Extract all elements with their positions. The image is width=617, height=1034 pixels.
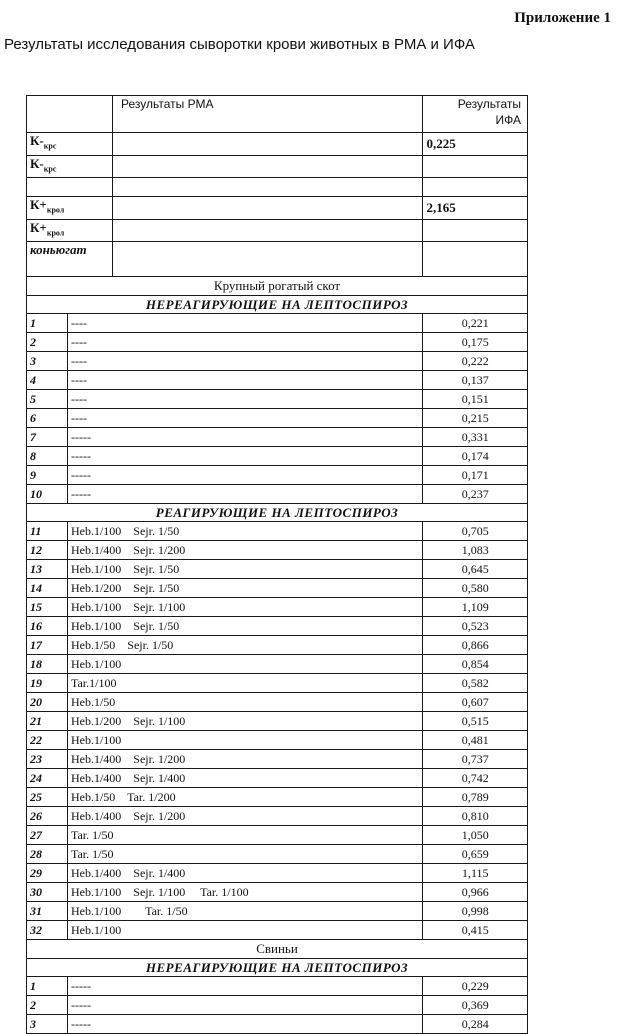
- header-ifa-line2: ИФА: [495, 113, 521, 127]
- table-row: [27, 902, 528, 921]
- row-ifa: 0,415: [423, 921, 528, 940]
- results-table: [26, 95, 528, 1034]
- control-ifa: [423, 242, 528, 277]
- appendix-label: Приложение 1: [514, 10, 611, 26]
- control-label-text: К-: [30, 133, 44, 148]
- row-number: 3: [27, 1015, 68, 1034]
- control-label: [27, 133, 113, 156]
- row-ifa: 1,050: [423, 826, 528, 845]
- row-ifa: 0,998: [423, 902, 528, 921]
- row-rma: -----: [67, 447, 423, 466]
- row-rma: Heb.1/400 Sejr. 1/200: [67, 807, 423, 826]
- table-row: [27, 807, 528, 826]
- table-row: [27, 636, 528, 655]
- row-rma: -----: [67, 977, 423, 996]
- control-label-text: К+: [30, 197, 47, 213]
- table-header-row: [27, 96, 528, 133]
- row-rma: ----: [67, 390, 423, 409]
- row-number: 13: [27, 560, 68, 579]
- row-number: 32: [27, 921, 68, 940]
- control-ifa: 2,165: [423, 197, 528, 220]
- row-ifa: 0,789: [423, 788, 528, 807]
- table-row: [27, 541, 528, 560]
- table-row: [27, 731, 528, 750]
- control-label-sub: крс: [43, 141, 57, 151]
- row-number: 1: [27, 977, 68, 996]
- row-rma: Heb.1/100 Sejr. 1/50: [67, 522, 423, 541]
- row-number: 21: [27, 712, 68, 731]
- control-ifa: 0,225: [423, 133, 528, 156]
- cattle-nonreacting-title-row: [27, 296, 528, 314]
- row-ifa: 0,659: [423, 845, 528, 864]
- row-number: 8: [27, 447, 68, 466]
- row-number: 10: [27, 485, 68, 504]
- row-rma: Tar. 1/50: [67, 845, 423, 864]
- control-rma: [113, 178, 423, 197]
- control-rma: [113, 133, 423, 156]
- row-number: 1: [27, 314, 68, 333]
- row-number: 30: [27, 883, 68, 902]
- row-number: 26: [27, 807, 68, 826]
- row-number: 12: [27, 541, 68, 560]
- pigs-title: Свиньи: [27, 940, 528, 959]
- row-rma: Heb.1/100: [67, 655, 423, 674]
- control-label: [27, 219, 113, 242]
- row-ifa: 1,083: [423, 541, 528, 560]
- row-number: 18: [27, 655, 68, 674]
- row-rma: ----: [67, 314, 423, 333]
- row-number: 24: [27, 769, 68, 788]
- row-number: 4: [27, 371, 68, 390]
- table-row: [27, 977, 528, 996]
- row-ifa: 0,854: [423, 655, 528, 674]
- row-ifa: 0,331: [423, 428, 528, 447]
- control-label: [27, 242, 113, 277]
- pigs-nonreacting-title-row: [27, 959, 528, 977]
- row-ifa: 0,742: [423, 769, 528, 788]
- row-number: 27: [27, 826, 68, 845]
- page-title: Результаты исследования сыворотки крови животных в РМА и ИФА: [4, 36, 475, 53]
- control-label-sub: крол: [46, 228, 65, 238]
- table-row: [27, 314, 528, 333]
- row-rma: Heb.1/100: [67, 921, 423, 940]
- row-rma: Heb.1/50: [67, 693, 423, 712]
- row-rma: -----: [67, 485, 423, 504]
- row-ifa: 0,607: [423, 693, 528, 712]
- row-rma: Heb.1/100 Sejr. 1/100 Tar. 1/100: [67, 883, 423, 902]
- table-row: [27, 788, 528, 807]
- control-ifa: [423, 178, 528, 197]
- row-rma: -----: [67, 466, 423, 485]
- table-row: [27, 883, 528, 902]
- pigs-nonreacting-title: НЕРЕАГИРУЮЩИЕ НА ЛЕПТОСПИРОЗ: [27, 959, 528, 977]
- table-row: [27, 485, 528, 504]
- row-ifa: 0,284: [423, 1015, 528, 1034]
- table-row: [27, 693, 528, 712]
- control-label-text: коньюгат: [30, 242, 87, 258]
- table-row: [27, 674, 528, 693]
- row-rma: Heb.1/400 Sejr. 1/200: [67, 541, 423, 560]
- control-ifa: [423, 219, 528, 242]
- table-row: [27, 921, 528, 940]
- control-row: [27, 133, 528, 156]
- row-number: 9: [27, 466, 68, 485]
- control-label: [27, 197, 113, 220]
- row-number: 25: [27, 788, 68, 807]
- control-label: [27, 178, 113, 197]
- row-ifa: 1,109: [423, 598, 528, 617]
- row-ifa: 0,481: [423, 731, 528, 750]
- row-number: 11: [27, 522, 68, 541]
- row-rma: ----: [67, 333, 423, 352]
- row-number: 3: [27, 352, 68, 371]
- row-number: 7: [27, 428, 68, 447]
- table-row: [27, 579, 528, 598]
- table-row: [27, 826, 528, 845]
- table-row: [27, 1015, 528, 1034]
- header-blank-cell: [27, 96, 113, 133]
- cattle-title-row: [27, 277, 528, 296]
- row-ifa: 0,137: [423, 371, 528, 390]
- table-row: [27, 655, 528, 674]
- row-ifa: 0,151: [423, 390, 528, 409]
- row-number: 23: [27, 750, 68, 769]
- table-row: [27, 598, 528, 617]
- row-ifa: 0,222: [423, 352, 528, 371]
- row-ifa: 1,115: [423, 864, 528, 883]
- row-ifa: 0,221: [423, 314, 528, 333]
- row-number: 2: [27, 996, 68, 1015]
- row-ifa: 0,645: [423, 560, 528, 579]
- table-row: [27, 996, 528, 1015]
- control-rma: [113, 197, 423, 220]
- table-row: [27, 845, 528, 864]
- control-rma: [113, 242, 423, 277]
- row-rma: Heb.1/400 Sejr. 1/400: [67, 864, 423, 883]
- table-row: [27, 864, 528, 883]
- row-ifa: 0,237: [423, 485, 528, 504]
- row-ifa: 0,523: [423, 617, 528, 636]
- row-ifa: 0,810: [423, 807, 528, 826]
- row-rma: Heb.1/200 Sejr. 1/50: [67, 579, 423, 598]
- control-label-sub: крс: [43, 164, 57, 174]
- table-row: [27, 371, 528, 390]
- control-row: [27, 242, 528, 277]
- row-number: 5: [27, 390, 68, 409]
- control-row: [27, 155, 528, 178]
- table-row: [27, 409, 528, 428]
- table-row: [27, 390, 528, 409]
- row-ifa: 0,229: [423, 977, 528, 996]
- cattle-reacting-title: РЕАГИРУЮЩИЕ НА ЛЕПТОСПИРОЗ: [27, 504, 528, 522]
- row-number: 6: [27, 409, 68, 428]
- row-rma: Heb.1/400 Sejr. 1/200: [67, 750, 423, 769]
- row-rma: Tar. 1/50: [67, 826, 423, 845]
- row-ifa: 0,582: [423, 674, 528, 693]
- table-row: [27, 560, 528, 579]
- table-row: [27, 333, 528, 352]
- row-ifa: 0,737: [423, 750, 528, 769]
- row-rma: -----: [67, 996, 423, 1015]
- control-ifa: [423, 155, 528, 178]
- row-number: 31: [27, 902, 68, 921]
- row-ifa: 0,369: [423, 996, 528, 1015]
- cattle-nonreacting-title: НЕРЕАГИРУЮЩИЕ НА ЛЕПТОСПИРОЗ: [27, 296, 528, 314]
- control-label: [27, 155, 113, 178]
- table-row: [27, 712, 528, 731]
- row-ifa: 0,705: [423, 522, 528, 541]
- row-rma: Heb.1/100 Tar. 1/50: [67, 902, 423, 921]
- row-rma: Tar.1/100: [67, 674, 423, 693]
- row-number: 20: [27, 693, 68, 712]
- row-rma: -----: [67, 1015, 423, 1034]
- table-row: [27, 617, 528, 636]
- row-rma: Heb.1/200 Sejr. 1/100: [67, 712, 423, 731]
- row-number: 16: [27, 617, 68, 636]
- row-rma: ----: [67, 371, 423, 390]
- row-number: 15: [27, 598, 68, 617]
- row-number: 14: [27, 579, 68, 598]
- row-number: 19: [27, 674, 68, 693]
- row-number: 29: [27, 864, 68, 883]
- header-rma: Результаты РМА: [113, 96, 423, 133]
- control-row: [27, 178, 528, 197]
- row-rma: Heb.1/50 Tar. 1/200: [67, 788, 423, 807]
- table-row: [27, 466, 528, 485]
- row-rma: -----: [67, 428, 423, 447]
- control-label-text: К-: [30, 155, 44, 171]
- row-number: 2: [27, 333, 68, 352]
- control-label-text: К+: [30, 219, 47, 235]
- row-ifa: 0,174: [423, 447, 528, 466]
- row-rma: Heb.1/100 Sejr. 1/50: [67, 560, 423, 579]
- row-rma: ----: [67, 352, 423, 371]
- control-label-sub: крол: [46, 205, 65, 215]
- cattle-reacting-title-row: [27, 504, 528, 522]
- row-rma: Heb.1/100: [67, 731, 423, 750]
- table-row: [27, 447, 528, 466]
- row-number: 17: [27, 636, 68, 655]
- pigs-title-row: [27, 940, 528, 959]
- row-ifa: 0,866: [423, 636, 528, 655]
- table-row: [27, 750, 528, 769]
- row-number: 28: [27, 845, 68, 864]
- row-ifa: 0,215: [423, 409, 528, 428]
- row-ifa: 0,966: [423, 883, 528, 902]
- header-ifa-line1: Результаты: [457, 97, 521, 111]
- row-rma: Heb.1/50 Sejr. 1/50: [67, 636, 423, 655]
- control-rma: [113, 219, 423, 242]
- row-ifa: 0,515: [423, 712, 528, 731]
- row-rma: Heb.1/400 Sejr. 1/400: [67, 769, 423, 788]
- header-ifa: [423, 96, 528, 133]
- row-rma: Heb.1/100 Sejr. 1/50: [67, 617, 423, 636]
- row-ifa: 0,175: [423, 333, 528, 352]
- table-row: [27, 352, 528, 371]
- row-rma: Heb.1/100 Sejr. 1/100: [67, 598, 423, 617]
- row-number: 22: [27, 731, 68, 750]
- row-rma: ----: [67, 409, 423, 428]
- control-rma: [113, 155, 423, 178]
- row-ifa: 0,171: [423, 466, 528, 485]
- table-row: [27, 522, 528, 541]
- control-row: [27, 219, 528, 242]
- row-ifa: 0,580: [423, 579, 528, 598]
- table-row: [27, 428, 528, 447]
- table-row: [27, 769, 528, 788]
- control-row: [27, 197, 528, 220]
- cattle-title: Крупный рогатый скот: [27, 277, 528, 296]
